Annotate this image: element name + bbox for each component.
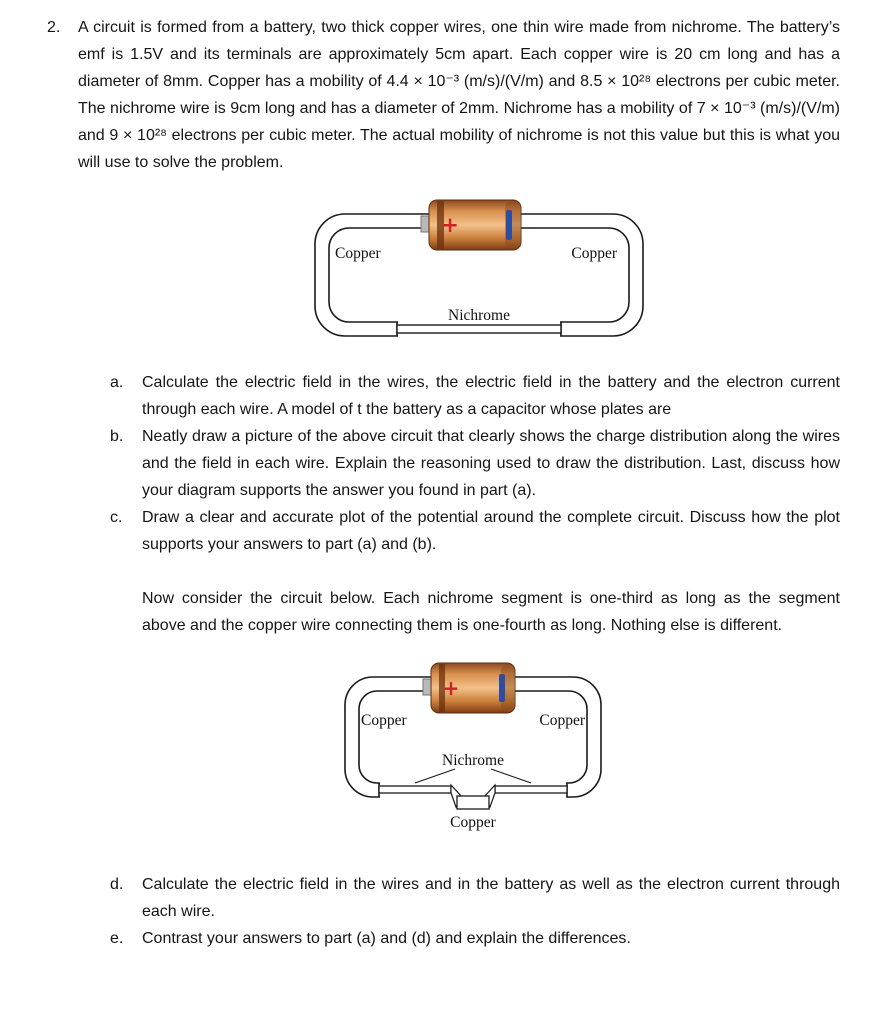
circuit-diagram-2 [339, 643, 607, 835]
battery-plus-sign: + [441, 213, 459, 237]
copper-connector-bar [457, 796, 489, 809]
problem-statement: A circuit is formed from a battery, two thick copper wires, one thin wire made from nichrome. The battery’s emf is 1.5V and its terminals are approximately 5cm apart. Each copper wire is 20 cm long and has a diameter of 8mm. Copper has a mobility of 4.4 × 10⁻³ (m/s)/(V/m) and 8.5 × 10²⁸ electrons per cubic meter. The nichrome wire is 9cm long and has a diameter of 2mm. Nichrome has a mobility of 7 × 10⁻³ (m/s)/(V/m) and 9 × 10²⁸ electrons per cubic meter. The actual mobility of nichrome is not this value but this is what you will use to solve the problem. [78, 19, 840, 171]
circuit-diagram-1 [309, 178, 649, 346]
problem [47, 14, 840, 176]
nichrome-bar-left [379, 786, 451, 793]
part-c-text: Draw a clear and accurate plot of the potential around the complete circuit. Discuss how the plot supports your answers to part (a) and (b). [142, 509, 840, 553]
battery [421, 200, 521, 250]
parts-abc [110, 369, 840, 558]
battery-terminal-blue [506, 210, 512, 240]
copper-label-left: Copper [361, 712, 407, 729]
nichrome-label: Nichrome [448, 307, 510, 324]
part-d-text: Calculate the electric field in the wires and in the battery as well as the electron current through each wire. [142, 876, 840, 920]
part-e-text: Contrast your answers to part (a) and (d) and explain the differences. [142, 930, 631, 947]
part-c-label: c. [110, 509, 123, 526]
copper-label-right: Copper [539, 712, 585, 729]
part-a-label: a. [110, 374, 124, 391]
part-a-text: Calculate the electric field in the wires, the electric field in the battery and the electron current through each wire. A model of t the battery as a capacitor whose plates are [142, 374, 840, 418]
part-e [110, 925, 840, 952]
copper-label-bottom: Copper [450, 814, 496, 831]
circuit2-svg [339, 643, 607, 835]
copper-label-right: Copper [571, 245, 617, 262]
problem-number: 2. [47, 19, 61, 36]
part-d [110, 871, 840, 925]
nichrome-copper-assembly [379, 781, 567, 809]
part-e-label: e. [110, 930, 124, 947]
part-b-text: Neatly draw a picture of the above circuit that clearly shows the charge distribution along the wires and the field in each wire. Explain the reasoning used to draw the distribution. Last, discuss how your diagram supports the answer you found in part (a). [142, 428, 840, 499]
copper-label-left: Copper [335, 245, 381, 262]
battery-terminal-blue [499, 674, 505, 702]
part-a [110, 369, 840, 423]
part-d-label: d. [110, 876, 124, 893]
part-b-label: b. [110, 428, 124, 445]
nichrome-label: Nichrome [442, 752, 504, 769]
part-c [110, 504, 840, 558]
battery-plus-sign: + [442, 676, 460, 700]
circuit1-svg [309, 178, 649, 346]
interlude-paragraph: Now consider the circuit below. Each nichrome segment is one-third as long as the segment above and the copper wire connecting them is one-fourth as long. Nothing else is different. [142, 590, 840, 634]
battery [423, 663, 515, 713]
nichrome-bar-right [495, 786, 567, 793]
nichrome-bar [397, 325, 561, 333]
parts-de [110, 871, 840, 952]
part-b [110, 423, 840, 504]
